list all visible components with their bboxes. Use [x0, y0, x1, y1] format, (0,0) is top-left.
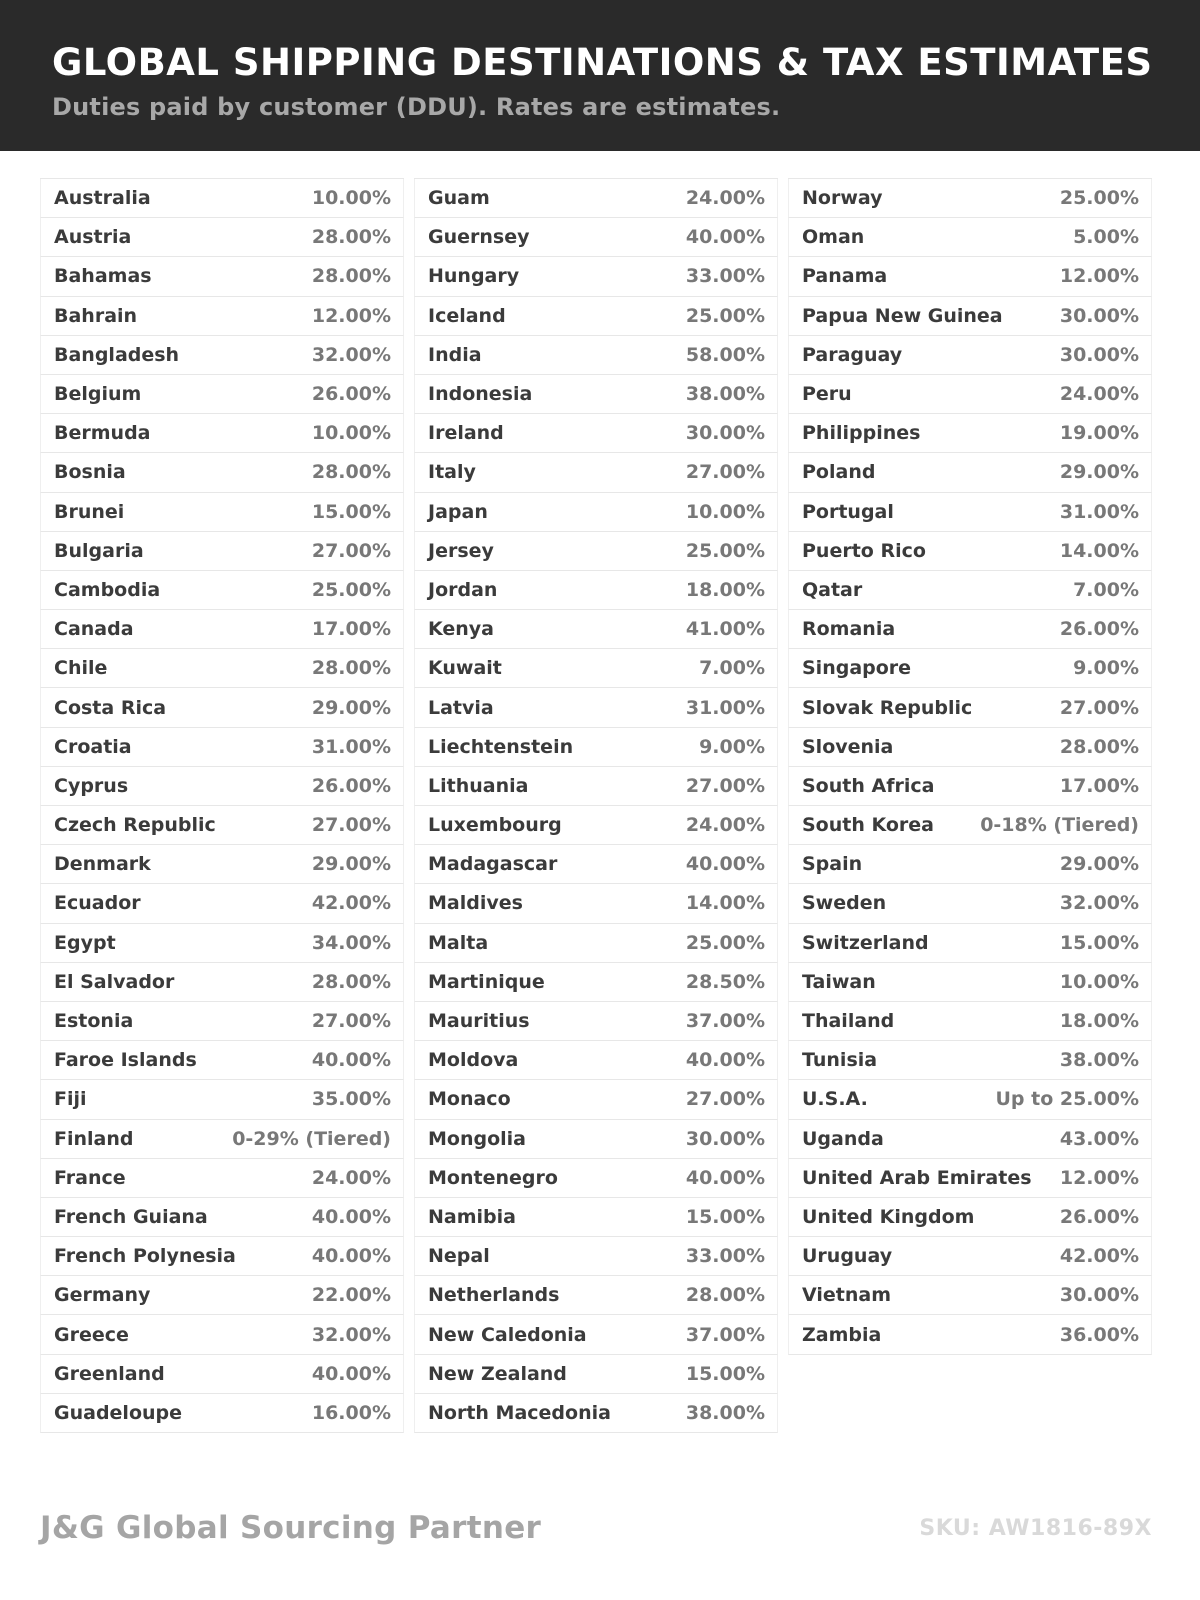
- country-name: Mauritius: [428, 1010, 530, 1033]
- country-name: Japan: [428, 500, 488, 523]
- rate-row: [40, 1080, 404, 1119]
- rate-row: [788, 218, 1152, 257]
- country-name: Tunisia: [802, 1049, 878, 1072]
- rate-row: [788, 963, 1152, 1002]
- country-name: Portugal: [802, 500, 894, 523]
- rate-row: [788, 688, 1152, 727]
- country-name: Brunei: [54, 500, 125, 523]
- country-name: Guernsey: [428, 226, 530, 249]
- tax-rate: 35.00%: [311, 1088, 391, 1111]
- tax-rate: 26.00%: [1059, 618, 1139, 641]
- country-name: Jersey: [428, 539, 494, 562]
- tax-rate: 10.00%: [311, 187, 391, 210]
- rate-row: [788, 257, 1152, 296]
- sku-label: SKU: AW1816-89X: [919, 1516, 1152, 1541]
- tax-rate: 32.00%: [311, 343, 391, 366]
- tax-rate: 36.00%: [1059, 1323, 1139, 1346]
- tax-rate: 9.00%: [699, 735, 765, 758]
- rate-row: [40, 179, 404, 218]
- tax-rate: 29.00%: [1059, 461, 1139, 484]
- rate-row: [414, 336, 778, 375]
- tax-rate: 30.00%: [685, 422, 765, 445]
- rate-row: [40, 453, 404, 492]
- page-subtitle: Duties paid by customer (DDU). Rates are estimates.: [52, 93, 781, 121]
- rate-row: [40, 1041, 404, 1080]
- country-name: Philippines: [802, 422, 921, 445]
- country-name: Hungary: [428, 265, 520, 288]
- tax-rate: 27.00%: [1059, 696, 1139, 719]
- country-name: United Arab Emirates: [802, 1166, 1032, 1189]
- tax-rate: 34.00%: [311, 931, 391, 954]
- rate-row: [40, 1315, 404, 1354]
- country-name: Madagascar: [428, 853, 558, 876]
- country-name: Bermuda: [54, 422, 151, 445]
- country-name: Estonia: [54, 1010, 134, 1033]
- country-name: Bangladesh: [54, 343, 180, 366]
- rate-row: [414, 924, 778, 963]
- tax-rate: 27.00%: [685, 461, 765, 484]
- country-name: Moldova: [428, 1049, 519, 1072]
- tax-rate: 29.00%: [1059, 853, 1139, 876]
- country-name: Taiwan: [802, 970, 876, 993]
- country-name: U.S.A.: [802, 1088, 868, 1111]
- rate-row: [414, 1315, 778, 1354]
- tax-rate: 30.00%: [1059, 304, 1139, 327]
- tax-rate: 27.00%: [685, 774, 765, 797]
- tax-rate: 32.00%: [311, 1323, 391, 1346]
- country-name: Qatar: [802, 578, 863, 601]
- tax-rate: 31.00%: [1059, 500, 1139, 523]
- rate-row: [788, 1159, 1152, 1198]
- rate-row: [40, 532, 404, 571]
- tax-rate: 28.00%: [311, 265, 391, 288]
- tax-rate: 12.00%: [311, 304, 391, 327]
- tax-rate: 14.00%: [685, 892, 765, 915]
- rate-row: [788, 610, 1152, 649]
- tax-rate: 25.00%: [1059, 187, 1139, 210]
- rate-row: [414, 649, 778, 688]
- country-name: Australia: [54, 187, 151, 210]
- tax-rate: 38.00%: [1059, 1049, 1139, 1072]
- country-name: Netherlands: [428, 1284, 560, 1307]
- country-name: New Zealand: [428, 1362, 567, 1385]
- rate-row: [414, 806, 778, 845]
- country-name: Kenya: [428, 618, 495, 641]
- rate-row: [414, 845, 778, 884]
- rate-row: [40, 1159, 404, 1198]
- country-name: Panama: [802, 265, 888, 288]
- rate-row: [40, 1120, 404, 1159]
- tax-rate: 40.00%: [685, 226, 765, 249]
- tax-rate: 0-29% (Tiered): [232, 1127, 391, 1150]
- rates-column-1: [40, 178, 404, 1433]
- country-name: Namibia: [428, 1205, 516, 1228]
- rate-row: [40, 1355, 404, 1394]
- tax-rate: 31.00%: [311, 735, 391, 758]
- rate-row: [40, 610, 404, 649]
- tax-rate: Up to 25.00%: [995, 1088, 1139, 1111]
- tax-rate: 33.00%: [685, 265, 765, 288]
- tax-rate: 27.00%: [311, 539, 391, 562]
- tax-rate: 28.00%: [1059, 735, 1139, 758]
- tax-rate: 43.00%: [1059, 1127, 1139, 1150]
- tax-rate: 26.00%: [311, 774, 391, 797]
- rate-row: [414, 884, 778, 923]
- tax-rate: 26.00%: [311, 383, 391, 406]
- rate-row: [40, 218, 404, 257]
- country-name: Egypt: [54, 931, 116, 954]
- tax-rate: 28.00%: [311, 226, 391, 249]
- country-name: Austria: [54, 226, 132, 249]
- country-name: Greenland: [54, 1362, 165, 1385]
- tax-rate: 26.00%: [1059, 1205, 1139, 1228]
- tax-rate: 25.00%: [685, 931, 765, 954]
- rate-row: [414, 179, 778, 218]
- country-name: Ireland: [428, 422, 504, 445]
- country-name: Chile: [54, 657, 108, 680]
- rate-row: [788, 571, 1152, 610]
- country-name: New Caledonia: [428, 1323, 587, 1346]
- country-name: Finland: [54, 1127, 134, 1150]
- country-name: France: [54, 1166, 126, 1189]
- tax-rate: 33.00%: [685, 1245, 765, 1268]
- country-name: Malta: [428, 931, 489, 954]
- country-name: Singapore: [802, 657, 912, 680]
- country-name: Thailand: [802, 1010, 895, 1033]
- country-name: Belgium: [54, 383, 142, 406]
- rate-row: [414, 493, 778, 532]
- tax-rate: 28.00%: [311, 461, 391, 484]
- tax-rate: 12.00%: [1059, 265, 1139, 288]
- tax-rate: 40.00%: [311, 1205, 391, 1228]
- country-name: Peru: [802, 383, 852, 406]
- rate-row: [40, 414, 404, 453]
- country-name: Fiji: [54, 1088, 87, 1111]
- rate-row: [40, 767, 404, 806]
- rate-row: [788, 1080, 1152, 1119]
- country-name: Italy: [428, 461, 476, 484]
- rate-row: [788, 532, 1152, 571]
- tax-rate: 42.00%: [1059, 1245, 1139, 1268]
- tax-rate: 17.00%: [311, 618, 391, 641]
- rate-row: [40, 1198, 404, 1237]
- tax-rate: 22.00%: [311, 1284, 391, 1307]
- country-name: Faroe Islands: [54, 1049, 197, 1072]
- tax-rate: 37.00%: [685, 1323, 765, 1346]
- tax-rate: 37.00%: [685, 1010, 765, 1033]
- tax-rate: 30.00%: [1059, 343, 1139, 366]
- rate-row: [788, 806, 1152, 845]
- tax-rate: 40.00%: [311, 1362, 391, 1385]
- rate-row: [788, 1002, 1152, 1041]
- tax-rate: 25.00%: [311, 578, 391, 601]
- rate-row: [414, 218, 778, 257]
- tax-rate: 16.00%: [311, 1401, 391, 1424]
- country-name: Slovenia: [802, 735, 894, 758]
- tax-rate: 24.00%: [685, 814, 765, 837]
- rate-row: [788, 179, 1152, 218]
- rate-row: [414, 532, 778, 571]
- rate-row: [414, 1041, 778, 1080]
- tax-rate: 27.00%: [311, 814, 391, 837]
- country-name: Paraguay: [802, 343, 903, 366]
- country-name: Maldives: [428, 892, 523, 915]
- country-name: India: [428, 343, 482, 366]
- country-name: Latvia: [428, 696, 494, 719]
- rate-row: [414, 453, 778, 492]
- rate-row: [788, 649, 1152, 688]
- rate-row: [414, 610, 778, 649]
- rate-row: [788, 728, 1152, 767]
- country-name: Denmark: [54, 853, 151, 876]
- footer: [40, 1510, 1152, 1546]
- rate-row: [40, 375, 404, 414]
- tax-rate: 0-18% (Tiered): [980, 814, 1139, 837]
- tax-rate: 10.00%: [311, 422, 391, 445]
- tax-rate: 15.00%: [685, 1205, 765, 1228]
- country-name: El Salvador: [54, 970, 175, 993]
- tax-rate: 27.00%: [685, 1088, 765, 1111]
- tax-rate: 24.00%: [311, 1166, 391, 1189]
- tax-rate: 30.00%: [685, 1127, 765, 1150]
- rate-row: [40, 257, 404, 296]
- tax-rate: 40.00%: [685, 853, 765, 876]
- rate-row: [788, 297, 1152, 336]
- tax-rate: 10.00%: [1059, 970, 1139, 993]
- tax-rate: 30.00%: [1059, 1284, 1139, 1307]
- rate-row: [788, 453, 1152, 492]
- tax-rate: 25.00%: [685, 304, 765, 327]
- rate-row: [40, 1237, 404, 1276]
- country-name: Slovak Republic: [802, 696, 973, 719]
- rate-row: [788, 336, 1152, 375]
- rate-row: [40, 493, 404, 532]
- country-name: South Korea: [802, 814, 935, 837]
- tax-rate: 29.00%: [311, 696, 391, 719]
- rate-row: [414, 375, 778, 414]
- tax-rate: 28.00%: [311, 657, 391, 680]
- tax-rate: 7.00%: [1073, 578, 1139, 601]
- rate-row: [788, 1237, 1152, 1276]
- rate-row: [414, 963, 778, 1002]
- tax-rate: 10.00%: [685, 500, 765, 523]
- country-name: Vietnam: [802, 1284, 891, 1307]
- country-name: Zambia: [802, 1323, 882, 1346]
- rate-row: [788, 1198, 1152, 1237]
- country-name: Luxembourg: [428, 814, 562, 837]
- tax-rate: 28.00%: [685, 1284, 765, 1307]
- country-name: Monaco: [428, 1088, 511, 1111]
- rate-row: [40, 924, 404, 963]
- rate-row: [40, 1276, 404, 1315]
- tax-rate: 19.00%: [1059, 422, 1139, 445]
- country-name: French Polynesia: [54, 1245, 236, 1268]
- rate-row: [414, 1394, 778, 1433]
- country-name: Papua New Guinea: [802, 304, 1003, 327]
- rate-row: [788, 375, 1152, 414]
- brand-name: J&G Global Sourcing Partner: [40, 1510, 542, 1546]
- country-name: Germany: [54, 1284, 151, 1307]
- country-name: Bosnia: [54, 461, 126, 484]
- tax-rate: 41.00%: [685, 618, 765, 641]
- country-name: Costa Rica: [54, 696, 167, 719]
- rate-row: [40, 649, 404, 688]
- tax-rate: 38.00%: [685, 1401, 765, 1424]
- country-name: South Africa: [802, 774, 935, 797]
- rate-row: [414, 1276, 778, 1315]
- country-name: Bahamas: [54, 265, 152, 288]
- country-name: Bulgaria: [54, 539, 144, 562]
- tax-rate: 31.00%: [685, 696, 765, 719]
- country-name: Mongolia: [428, 1127, 526, 1150]
- country-name: Greece: [54, 1323, 129, 1346]
- country-name: Sweden: [802, 892, 887, 915]
- tax-rate: 17.00%: [1059, 774, 1139, 797]
- rate-row: [414, 1198, 778, 1237]
- rate-row: [414, 1080, 778, 1119]
- rate-row: [414, 414, 778, 453]
- rate-row: [788, 1315, 1152, 1354]
- rate-row: [414, 1355, 778, 1394]
- rate-row: [414, 688, 778, 727]
- rate-row: [788, 884, 1152, 923]
- rate-row: [40, 336, 404, 375]
- rate-row: [414, 257, 778, 296]
- country-name: Lithuania: [428, 774, 529, 797]
- tax-rate: 40.00%: [311, 1245, 391, 1268]
- country-name: Jordan: [428, 578, 498, 601]
- header-banner: [0, 0, 1200, 151]
- country-name: Uruguay: [802, 1245, 893, 1268]
- rate-row: [414, 1159, 778, 1198]
- country-name: Iceland: [428, 304, 506, 327]
- rate-row: [40, 806, 404, 845]
- rate-row: [40, 297, 404, 336]
- tax-rate: 9.00%: [1073, 657, 1139, 680]
- rate-row: [414, 571, 778, 610]
- tax-rate: 5.00%: [1073, 226, 1139, 249]
- rate-row: [788, 1120, 1152, 1159]
- rate-row: [788, 924, 1152, 963]
- rate-row: [40, 845, 404, 884]
- country-name: Oman: [802, 226, 865, 249]
- tax-rate: 15.00%: [311, 500, 391, 523]
- rate-row: [788, 1276, 1152, 1315]
- country-name: Croatia: [54, 735, 132, 758]
- rate-row: [40, 963, 404, 1002]
- rate-row: [40, 728, 404, 767]
- country-name: Uganda: [802, 1127, 884, 1150]
- tax-rate: 24.00%: [685, 187, 765, 210]
- rate-row: [788, 414, 1152, 453]
- rate-row: [788, 493, 1152, 532]
- tax-rate: 40.00%: [685, 1166, 765, 1189]
- rate-row: [414, 1002, 778, 1041]
- rate-row: [788, 1041, 1152, 1080]
- tax-rate: 12.00%: [1059, 1166, 1139, 1189]
- country-name: Poland: [802, 461, 876, 484]
- country-name: Liechtenstein: [428, 735, 574, 758]
- country-name: Montenegro: [428, 1166, 558, 1189]
- tax-rate: 42.00%: [311, 892, 391, 915]
- rate-row: [414, 1120, 778, 1159]
- tax-rate: 29.00%: [311, 853, 391, 876]
- country-name: French Guiana: [54, 1205, 208, 1228]
- country-name: Cyprus: [54, 774, 129, 797]
- country-name: Czech Republic: [54, 814, 216, 837]
- tax-rate: 24.00%: [1059, 383, 1139, 406]
- country-name: Puerto Rico: [802, 539, 926, 562]
- country-name: Martinique: [428, 970, 545, 993]
- tax-rate: 40.00%: [311, 1049, 391, 1072]
- country-name: United Kingdom: [802, 1205, 975, 1228]
- tax-rate: 40.00%: [685, 1049, 765, 1072]
- rate-row: [40, 1002, 404, 1041]
- rate-row: [40, 884, 404, 923]
- rate-row: [414, 728, 778, 767]
- tax-rate: 14.00%: [1059, 539, 1139, 562]
- country-name: Spain: [802, 853, 863, 876]
- tax-rate: 18.00%: [1059, 1010, 1139, 1033]
- tax-rate: 28.50%: [685, 970, 765, 993]
- rate-row: [40, 688, 404, 727]
- tax-rate: 28.00%: [311, 970, 391, 993]
- country-name: Bahrain: [54, 304, 138, 327]
- rates-column-2: [414, 178, 778, 1433]
- page-title: GLOBAL SHIPPING DESTINATIONS & TAX ESTIMATES: [52, 41, 1153, 84]
- country-name: Guadeloupe: [54, 1401, 183, 1424]
- tax-rate: 38.00%: [685, 383, 765, 406]
- rate-row: [40, 1394, 404, 1433]
- country-name: North Macedonia: [428, 1401, 611, 1424]
- country-name: Norway: [802, 187, 883, 210]
- country-name: Kuwait: [428, 657, 502, 680]
- rates-column-3: [788, 178, 1152, 1355]
- tax-rate: 15.00%: [1059, 931, 1139, 954]
- country-name: Ecuador: [54, 892, 141, 915]
- tax-rate: 18.00%: [685, 578, 765, 601]
- country-name: Guam: [428, 187, 490, 210]
- country-name: Nepal: [428, 1245, 490, 1268]
- tax-rate: 7.00%: [699, 657, 765, 680]
- country-name: Romania: [802, 618, 896, 641]
- country-name: Switzerland: [802, 931, 929, 954]
- rate-row: [414, 767, 778, 806]
- tax-rate: 25.00%: [685, 539, 765, 562]
- rate-row: [40, 571, 404, 610]
- tax-rate: 32.00%: [1059, 892, 1139, 915]
- rate-row: [414, 297, 778, 336]
- tax-rate: 15.00%: [685, 1362, 765, 1385]
- rates-table: [40, 178, 1152, 1433]
- tax-rate: 58.00%: [685, 343, 765, 366]
- country-name: Canada: [54, 618, 134, 641]
- rate-row: [788, 845, 1152, 884]
- tax-rate: 27.00%: [311, 1010, 391, 1033]
- country-name: Indonesia: [428, 383, 533, 406]
- rate-row: [788, 767, 1152, 806]
- rate-row: [414, 1237, 778, 1276]
- country-name: Cambodia: [54, 578, 161, 601]
